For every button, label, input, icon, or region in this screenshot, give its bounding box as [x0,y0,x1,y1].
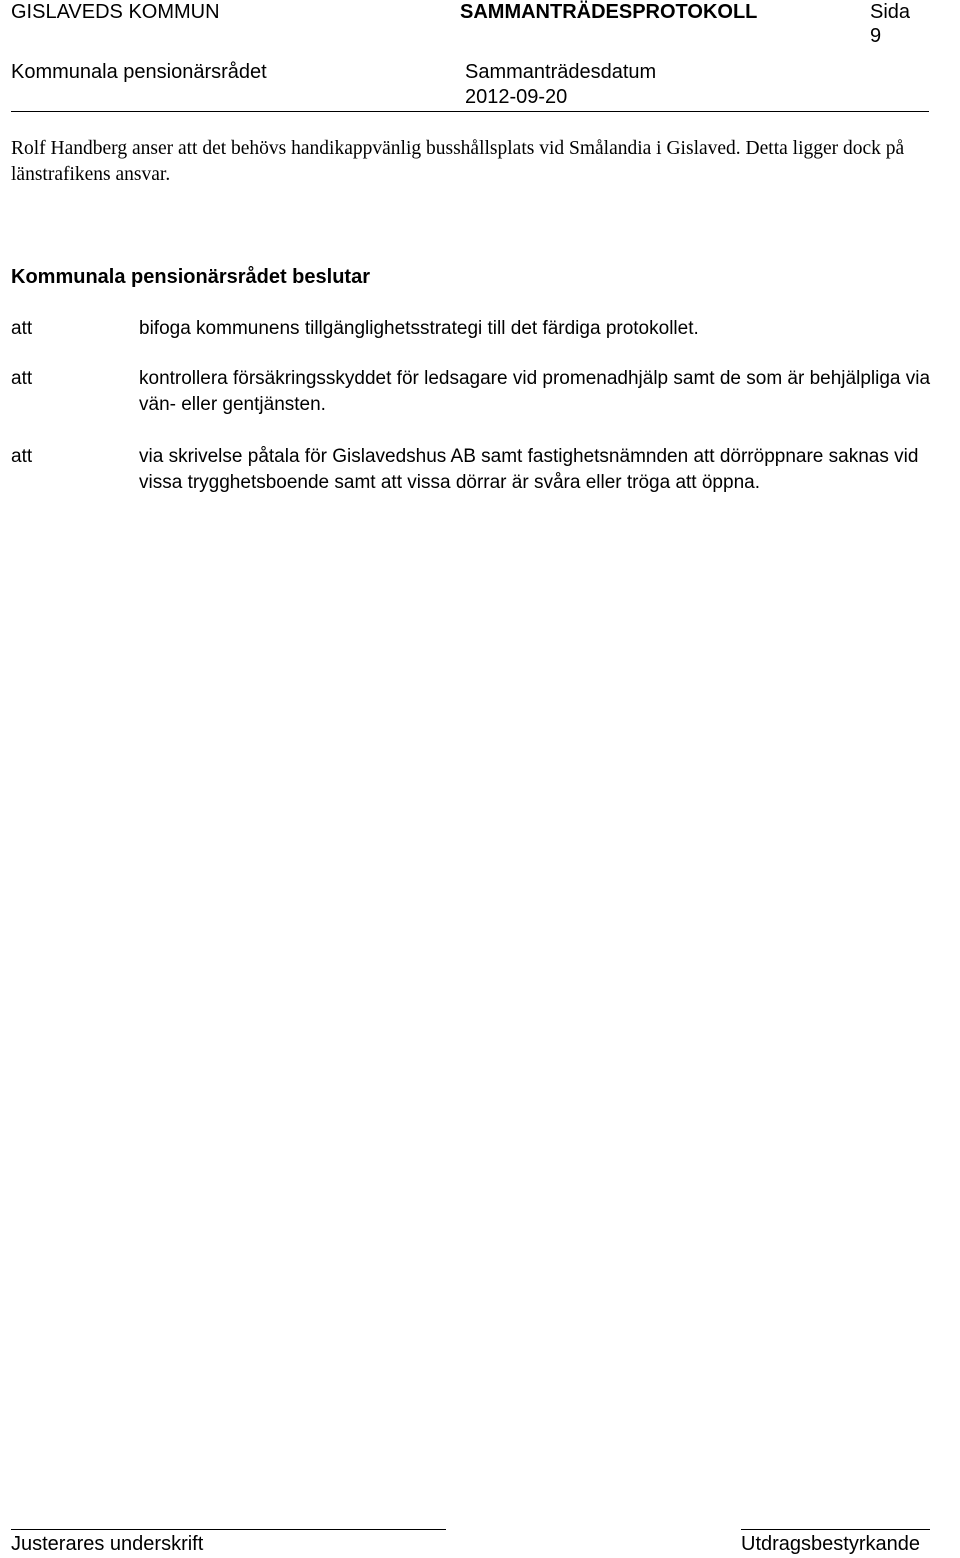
decision-heading: Kommunala pensionärsrådet beslutar [11,266,370,288]
signature-line [11,1529,446,1530]
meeting-date: 2012-09-20 [465,86,568,108]
meeting-date-label: Sammanträdesdatum [465,61,657,83]
decision-text: via skrivelse påtala för Gislavedshus AB samt fastighetsnämnden att dörröppnare saknas vid vissa trygghetsboende samt att vissa dörrar är svåra eller tröga att öppna. [139,446,919,493]
header-divider [11,111,929,112]
decision-marker: att [11,446,33,467]
document-type: SAMMANTRÄDESPROTOKOLL [460,1,758,23]
intro-paragraph: Rolf Handberg anser att det behövs handikappvänlig busshållsplats vid Smålandia i Gislaved. Detta ligger dock på länstrafikens ansvar. [11,138,905,185]
committee-name: Kommunala pensionärsrådet [11,61,267,83]
decision-marker: att [11,368,33,389]
page-number: 9 [870,25,882,47]
decision-text: bifoga kommunens tillgänglighetsstrategi till det färdiga protokollet. [139,318,699,339]
certification-label: Utdragsbestyrkande [741,1533,920,1555]
signature-label: Justerares underskrift [11,1533,204,1555]
organization-name: GISLAVEDS KOMMUN [11,1,220,23]
certification-line [741,1529,930,1530]
page-label: Sida [870,1,911,23]
decision-text: kontrollera försäkringsskyddet för ledsagare vid promenadhjälp samt de som är behjälpliga via vän- eller gentjänsten. [139,368,931,415]
decision-marker: att [11,318,33,339]
